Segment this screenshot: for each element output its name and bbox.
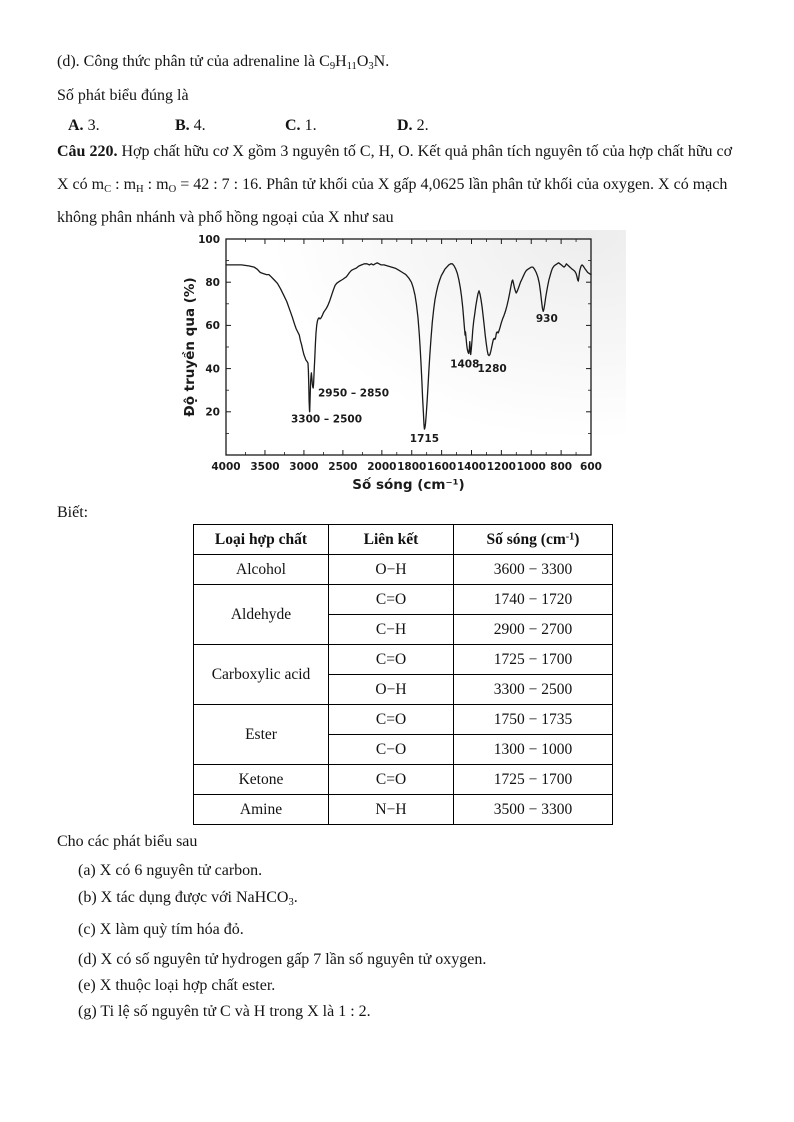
spectrum-curve bbox=[226, 263, 591, 429]
statements-intro: Cho các phát biểu sau bbox=[57, 833, 198, 850]
range-cell: 1300 − 1000 bbox=[454, 735, 613, 765]
ir-spectrum-figure bbox=[181, 230, 626, 498]
bond-cell: C−O bbox=[329, 735, 454, 765]
peak-annotation: 1408 bbox=[450, 358, 480, 371]
y-axis-title: Độ truyền qua (%) bbox=[182, 277, 198, 417]
svg-text:600: 600 bbox=[580, 461, 602, 473]
bond-cell: C=O bbox=[329, 765, 454, 795]
compound-cell: Ketone bbox=[194, 765, 329, 795]
bond-cell: O−H bbox=[329, 675, 454, 705]
table-row bbox=[194, 555, 613, 585]
statement-d2: (d) X có số nguyên tử hydrogen gấp 7 lần số nguyên tử oxygen. bbox=[78, 951, 487, 968]
answer-options bbox=[57, 117, 737, 139]
table-row bbox=[194, 795, 613, 825]
bond-cell: C=O bbox=[329, 705, 454, 735]
mass-ratio-expression: X có $m_C$ : $m_H$ : $m_O = 42$ : 7 : 16. Phân tử khối của X gấp 4,0625 lần phân tử khối của oxygen. X có mạch bbox=[57, 176, 728, 196]
range-cell: 2900 − 2700 bbox=[454, 615, 613, 645]
statement-adrenaline-formula: (d). Công thức phân tử của adrenaline là $C_9H_{11}O_3N$. bbox=[57, 53, 390, 73]
range-cell: 1750 − 1735 bbox=[454, 705, 613, 735]
question-label: Câu 220. bbox=[57, 143, 118, 160]
col-header-bond: Liên kết bbox=[329, 525, 454, 555]
svg-text:2500: 2500 bbox=[328, 461, 358, 473]
svg-text:4000: 4000 bbox=[211, 461, 241, 473]
range-cell: 1725 − 1700 bbox=[454, 765, 613, 795]
ir-reference-table-wrap bbox=[193, 524, 613, 825]
answer-option-a: A. 3. bbox=[68, 117, 100, 134]
bond-cell: C=O bbox=[329, 645, 454, 675]
col-header-wavenumber: Số sóng $(cm^{-1})$ bbox=[454, 525, 613, 555]
table-row bbox=[194, 705, 613, 735]
svg-text:100: 100 bbox=[198, 233, 220, 246]
svg-text:1600: 1600 bbox=[426, 461, 457, 473]
svg-text:2000: 2000 bbox=[367, 461, 397, 473]
col-header-compound: Loại hợp chất bbox=[194, 525, 329, 555]
range-cell: 1725 − 1700 bbox=[454, 645, 613, 675]
statement-c: (c) X làm quỳ tím hóa đỏ. bbox=[78, 921, 244, 938]
x-axis-title: Số sóng (cm⁻¹) bbox=[352, 477, 465, 493]
svg-text:1000: 1000 bbox=[516, 461, 546, 473]
statement-e: (e) X thuộc loại hợp chất ester. bbox=[78, 977, 276, 994]
range-cell: 3500 − 3300 bbox=[454, 795, 613, 825]
compound-cell: Ester bbox=[194, 705, 329, 765]
known-label: Biết: bbox=[57, 504, 89, 521]
svg-text:1200: 1200 bbox=[486, 461, 516, 473]
statement-b: (b) X tác dụng được với NaHCO$_3$. bbox=[78, 889, 298, 909]
peak-annotation: 3300 – 2500 bbox=[291, 413, 363, 426]
question-220-line3: không phân nhánh và phổ hồng ngoại của X như sau bbox=[57, 209, 394, 226]
range-cell: 1740 − 1720 bbox=[454, 585, 613, 615]
statement-a: (a) X có 6 nguyên tử carbon. bbox=[78, 862, 263, 879]
statement-g: (g) Ti lệ số nguyên tử C và H trong X là 1 : 2. bbox=[78, 1003, 371, 1020]
peak-annotation: 2950 – 2850 bbox=[318, 387, 390, 400]
question-count-line: Số phát biểu đúng là bbox=[57, 87, 189, 104]
chart-ticks bbox=[198, 234, 602, 473]
table-row bbox=[194, 645, 613, 675]
chemical-formula: $C_9H_{11}O_3N$ bbox=[319, 53, 386, 73]
answer-option-d: D. 2. bbox=[397, 117, 429, 134]
svg-text:40: 40 bbox=[205, 363, 220, 376]
peak-annotation: 1715 bbox=[409, 433, 440, 445]
svg-text:1800: 1800 bbox=[397, 461, 427, 473]
svg-text:800: 800 bbox=[550, 461, 573, 473]
compound-cell: Carboxylic acid bbox=[194, 645, 329, 705]
compound-cell: Aldehyde bbox=[194, 585, 329, 645]
table-row bbox=[194, 765, 613, 795]
bond-cell: C−H bbox=[329, 615, 454, 645]
svg-text:80: 80 bbox=[205, 277, 220, 289]
svg-text:20: 20 bbox=[205, 406, 220, 419]
answer-option-b: B. 4. bbox=[175, 117, 206, 134]
compound-cell: Alcohol bbox=[194, 555, 329, 585]
ir-spectrum-chart bbox=[181, 230, 626, 498]
range-cell: 3300 − 2500 bbox=[454, 675, 613, 705]
svg-text:3000: 3000 bbox=[289, 461, 319, 473]
question-220-line1: Câu 220. Hợp chất hữu cơ X gồm 3 nguyên tố C, H, O. Kết quả phân tích nguyên tố của hợp chất hữu cơ bbox=[57, 143, 733, 160]
bond-cell: C=O bbox=[329, 585, 454, 615]
bond-cell: N−H bbox=[329, 795, 454, 825]
svg-text:3500: 3500 bbox=[250, 461, 280, 473]
compound-cell: Amine bbox=[194, 795, 329, 825]
svg-text:60: 60 bbox=[205, 320, 220, 333]
range-cell: 3600 − 3300 bbox=[454, 555, 613, 585]
ir-reference-table bbox=[193, 524, 613, 825]
answer-option-c: C. 1. bbox=[285, 117, 317, 134]
peak-annotation: 930 bbox=[535, 313, 558, 326]
table-row bbox=[194, 585, 613, 615]
statement-text: (d). Công thức phân tử của adrenaline là bbox=[57, 53, 320, 70]
question-220-line2 bbox=[57, 176, 727, 194]
svg-text:1400: 1400 bbox=[456, 461, 487, 473]
peak-annotation: 1280 bbox=[477, 362, 507, 375]
bond-cell: O−H bbox=[329, 555, 454, 585]
table-header-row bbox=[194, 525, 613, 555]
